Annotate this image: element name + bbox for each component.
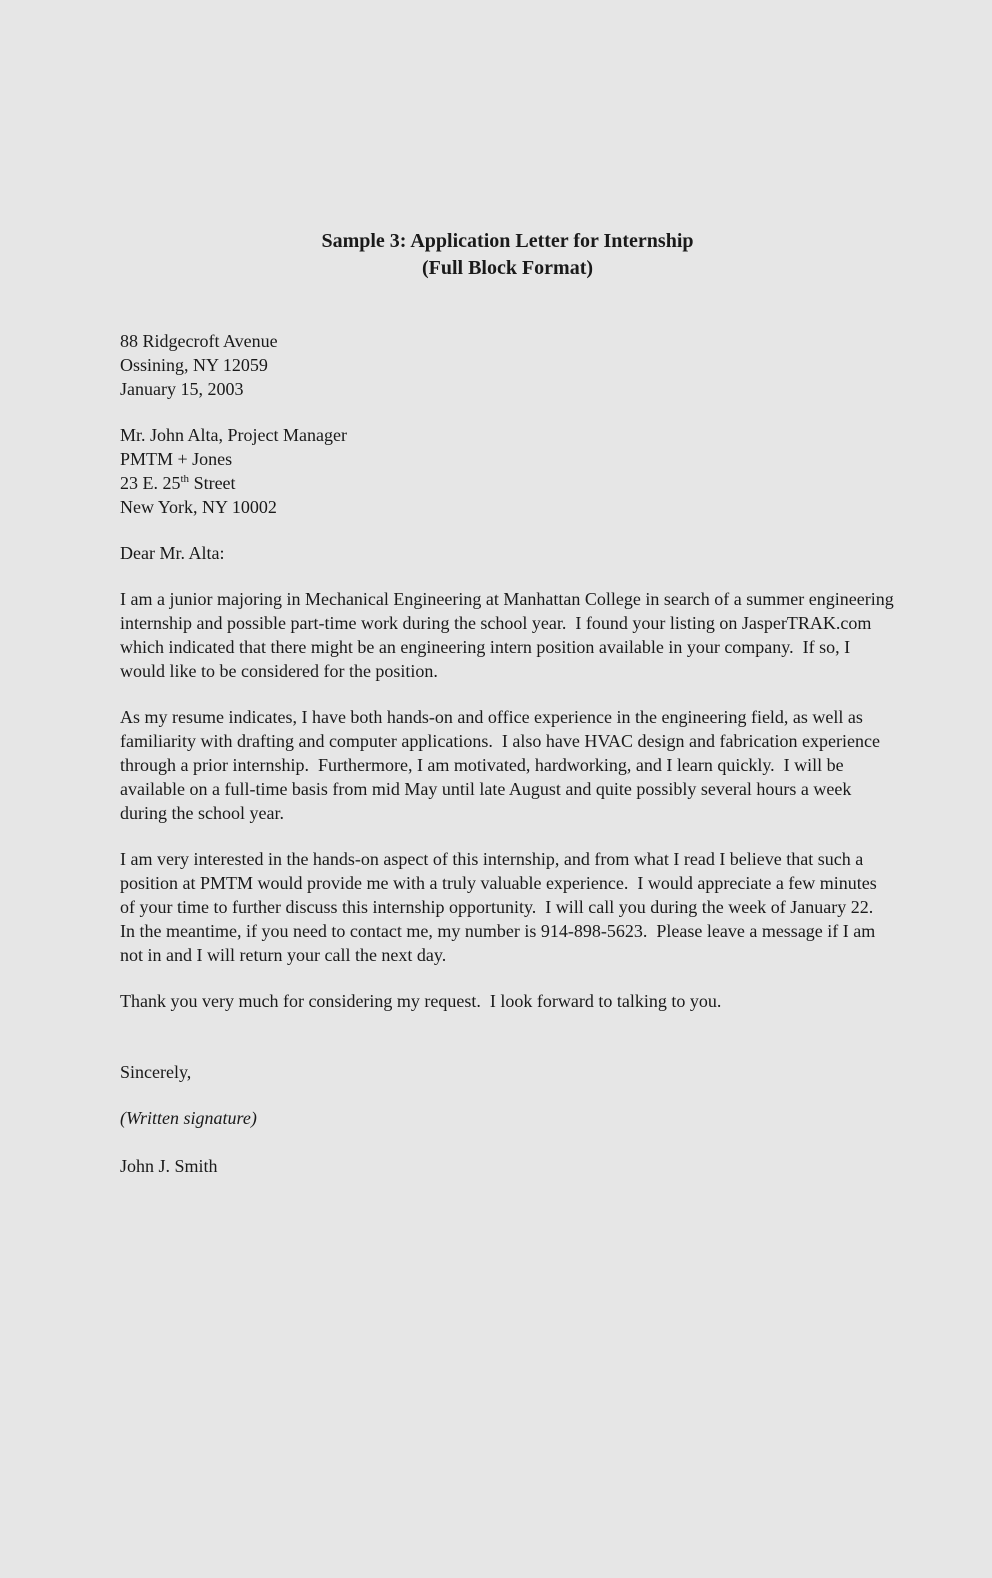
salutation: Dear Mr. Alta: [120,543,225,563]
signature-name: John J. Smith [120,1156,218,1176]
signature-placeholder: (Written signature) [120,1108,257,1128]
document-title [120,228,895,282]
recipient-company: PMTM + Jones [120,449,233,469]
sender-address-block [120,329,895,401]
recipient-city-state-zip: New York, NY 10002 [120,497,277,517]
body-paragraph-1: I am a junior majoring in Mechanical Engineering at Manhattan College in search of a summer engineering internship and possible part-time work during the school year. I found your listing on JasperTRAK.com which indicated that there might be an engineering intern position available in your company. If so, I would like to be considered for the position. [120,589,899,681]
recipient-street-rest: Street [189,473,236,493]
recipient-name-title: Mr. John Alta, Project Manager [120,425,347,445]
letter-date: January 15, 2003 [120,379,244,399]
sender-street: 88 Ridgecroft Avenue [120,331,278,351]
recipient-street-ordinal-suffix: th [180,473,190,485]
closing: Sincerely, [120,1062,192,1082]
body-paragraph-2: As my resume indicates, I have both hands-on and office experience in the engineering field, as well as familiarity with drafting and computer applications. I also have HVAC design and fabrication experience through a prior internship. Furthermore, I am motivated, hardworking, and I learn quickly. I will be available on a full-time basis from mid May until late August and quite possibly several hours a week during the school year. [120,707,885,823]
document-title-line1: Sample 3: Application Letter for Internship [321,230,694,252]
recipient-address-block [120,423,895,519]
letter-content [120,0,899,1178]
document-title-line2: (Full Block Format) [421,257,594,279]
body-paragraph-4: Thank you very much for considering my request. I look forward to talking to you. [120,991,722,1011]
sender-city-state-zip: Ossining, NY 12059 [120,355,268,375]
body-paragraph-3: I am very interested in the hands-on aspect of this internship, and from what I read I believe that such a position at PMTM would provide me with a truly valuable experience. I would appreciate a few minutes of your time to further discuss this internship opportunity. I will call you during the week of January 22. In the meantime, if you need to contact me, my number is 914-898-5623. Please leave a message if I am not in and I will return your call the next day. [120,849,883,965]
recipient-street [120,471,895,495]
recipient-street-prefix: 23 E. 25 [120,473,181,493]
